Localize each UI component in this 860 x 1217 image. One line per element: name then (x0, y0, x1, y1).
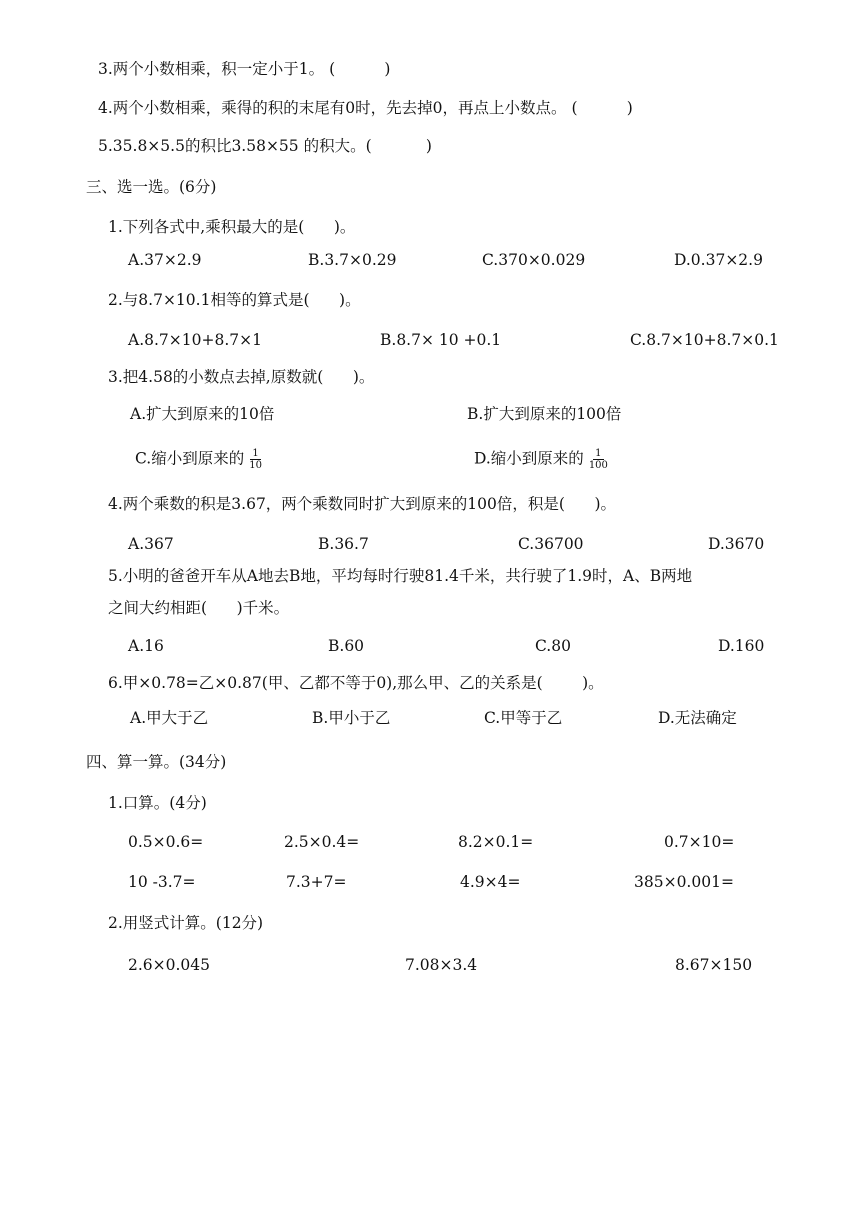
mc-q4-option-d: D.3670 (708, 535, 765, 553)
mc-q6-option-d: D.无法确定 (658, 709, 737, 727)
fraction-denominator: 100 (588, 460, 608, 471)
oral-calc-item: 0.7×10= (664, 833, 735, 851)
mc-q5-option-b: B.60 (328, 637, 365, 655)
mc-q1-option-b: B.3.7×0.29 (308, 251, 397, 269)
fraction-numerator: 1 (252, 448, 259, 459)
mc-question-1-stem: 1.下列各式中,乘积最大的是( )。 (108, 218, 356, 236)
oral-calc-item: 385×0.001= (634, 873, 734, 891)
fraction-numerator: 1 (595, 448, 602, 459)
mc-question-5-stem-line1: 5.小明的爸爸开车从A地去B地，平均每时行驶81.4千米，共行驶了1.9时，A、B两地 (108, 567, 693, 585)
mc-question-3-stem: 3.把4.58的小数点去掉,原数就( )。 (108, 368, 375, 386)
tf-question-3: 3.两个小数相乘，积一定小于1。 ( ) (98, 60, 391, 78)
mc-q1-option-a: A.37×2.9 (128, 251, 202, 269)
mc-question-4-stem: 4.两个乘数的积是3.67，两个乘数同时扩大到原来的100倍，积是( )。 (108, 495, 617, 513)
fraction-one-tenth (247, 448, 264, 471)
oral-calc-item: 0.5×0.6= (128, 833, 204, 851)
mc-q6-option-a: A.甲大于乙 (130, 709, 209, 727)
mc-question-6-stem: 6.甲×0.78=乙×0.87(甲、乙都不等于0),那么甲、乙的关系是( )。 (108, 674, 604, 692)
vertical-calc-item: 2.6×0.045 (128, 956, 211, 974)
vertical-calc-item: 7.08×3.4 (405, 956, 478, 974)
oral-calc-item: 4.9×4= (460, 873, 521, 891)
oral-calc-item: 7.3+7= (286, 873, 347, 891)
mc-q2-option-b: B.8.7× 10 +0.1 (380, 331, 502, 349)
tf-question-5: 5.35.8×5.5的积比3.58×55 的积大。( ) (98, 137, 432, 155)
mc-q2-option-c: C.8.7×10+8.7×0.1 (630, 331, 779, 349)
mc-q5-option-a: A.16 (128, 637, 164, 655)
fraction-denominator: 10 (249, 460, 262, 471)
mc-q3-option-b: B.扩大到原来的100倍 (467, 405, 622, 423)
mc-q4-option-c: C.36700 (518, 535, 584, 553)
mc-q3-option-c (135, 448, 264, 471)
mc-q5-option-c: C.80 (535, 637, 571, 655)
mc-q3-option-a: A.扩大到原来的10倍 (130, 405, 275, 423)
oral-calc-item: 10 -3.7= (128, 873, 196, 891)
oral-calc-title: 1.口算。(4分) (108, 794, 207, 812)
mc-question-2-stem: 2.与8.7×10.1相等的算式是( )。 (108, 291, 361, 309)
mc-q4-option-a: A.367 (128, 535, 174, 553)
mc-q1-option-c: C.370×0.029 (482, 251, 586, 269)
mc-q3-option-d (474, 448, 610, 471)
mc-question-5-stem-line2: 之间大约相距( )千米。 (108, 599, 290, 617)
vertical-calc-item: 8.67×150 (675, 956, 753, 974)
mc-q1-option-d: D.0.37×2.9 (674, 251, 763, 269)
mc-q2-option-a: A.8.7×10+8.7×1 (128, 331, 262, 349)
mc-q4-option-b: B.36.7 (318, 535, 369, 553)
vertical-calc-title: 2.用竖式计算。(12分) (108, 914, 264, 932)
mc-q3-option-d-text: D.缩小到原来的 (474, 449, 584, 468)
mc-q6-option-b: B.甲小于乙 (312, 709, 391, 727)
section-4-title: 四、算一算。(34分) (86, 753, 227, 771)
mc-q3-option-c-text: C.缩小到原来的 (135, 449, 245, 468)
mc-q6-option-c: C.甲等于乙 (484, 709, 563, 727)
tf-question-4: 4.两个小数相乘，乘得的积的末尾有0时，先去掉0，再点上小数点。 ( ) (98, 99, 633, 117)
fraction-one-hundredth (587, 448, 610, 471)
oral-calc-item: 2.5×0.4= (284, 833, 360, 851)
section-3-title: 三、选一选。(6分) (86, 178, 217, 196)
oral-calc-item: 8.2×0.1= (458, 833, 534, 851)
mc-q5-option-d: D.160 (718, 637, 765, 655)
